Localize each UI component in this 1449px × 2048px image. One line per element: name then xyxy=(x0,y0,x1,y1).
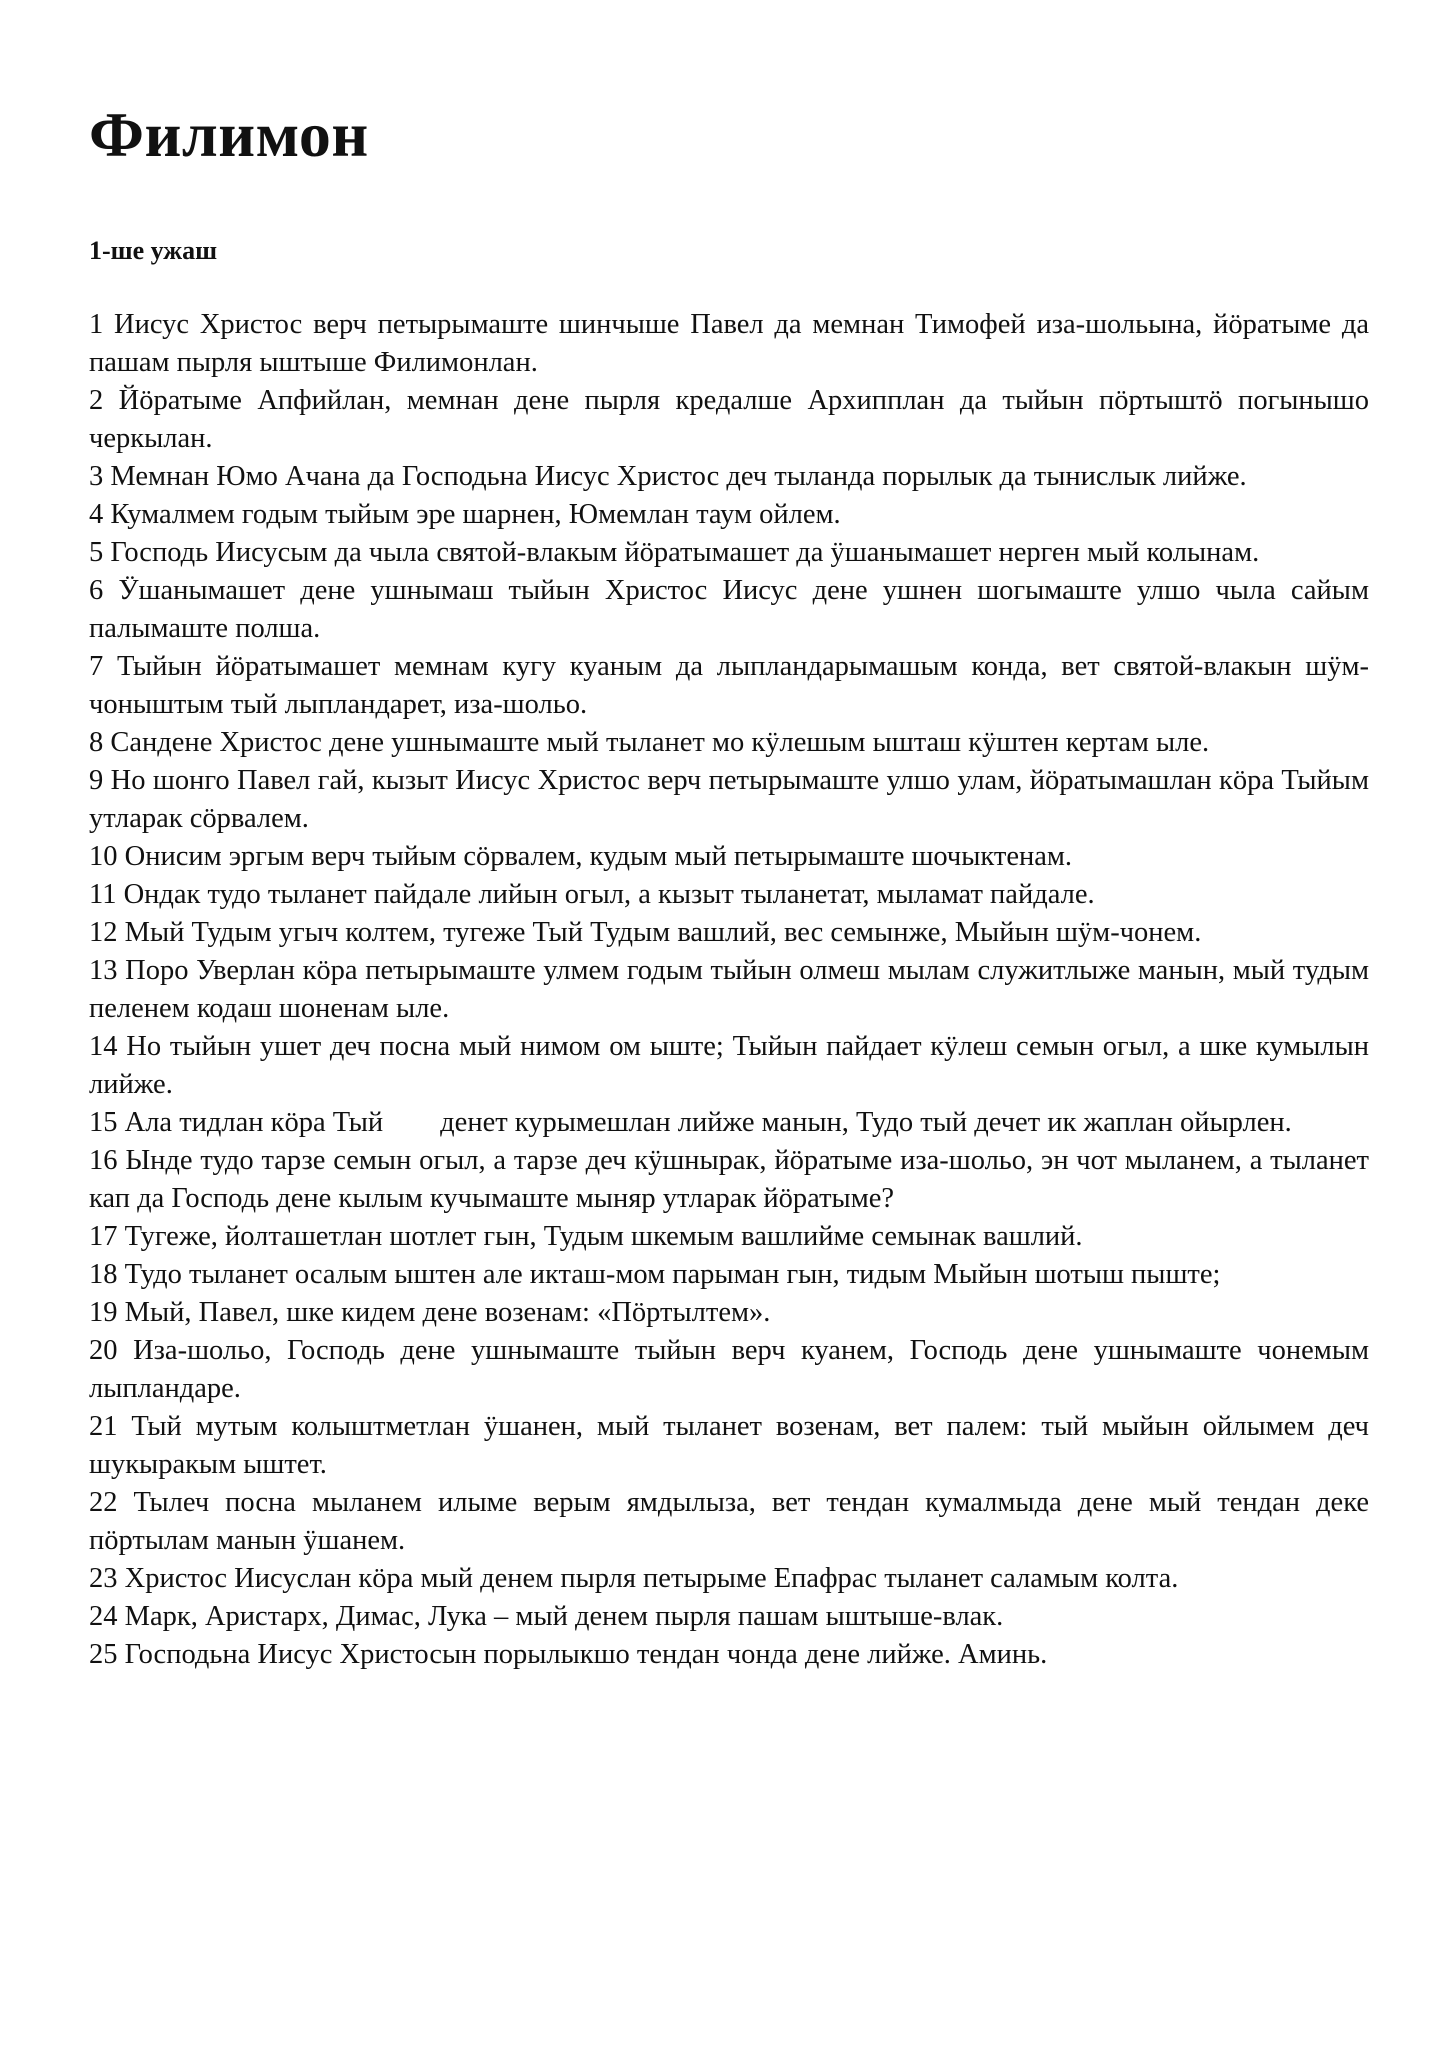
verse: 8 Сандене Христос дене ушнымаште мый тыланет мо кӱлешым ышташ кӱштен кертам ыле. xyxy=(89,727,1210,758)
verse: 16 Ынде тудо тарзе семын огыл, а тарзе деч кӱшнырак, йӧратыме иза-шольо, эн чот мыланем, а тыланет кап да Господь дене кылым кучымаште мыняр утларак йӧратыме? xyxy=(89,1145,1369,1214)
verse: 22 Тылеч посна мыланем илыме верым ямдылыза, вет тендан кумалмыда дене мый тендан деке пӧртылам манын ӱшанем. xyxy=(89,1487,1369,1556)
verse: 3 Мемнан Юмо Ачана да Господьна Иисус Христос деч тыланда порылык да тынислык лийже. xyxy=(89,461,1247,492)
book-title: Филимон xyxy=(89,99,369,170)
verse: 18 Тудо тыланет осалым ыштен але икташ-мом парыман гын, тидым Мыйын шотыш пыште; xyxy=(89,1259,1221,1290)
verse: 1 Иисус Христос верч петырымаште шинчыше Павел да мемнан Тимофей иза-шольына, йӧратыме да пашам пырля ыштыше Филимонлан. xyxy=(89,309,1369,378)
verse: 11 Ондак тудо тыланет пайдале лийын огыл, а кызыт тыланетат, мыламат пайдале. xyxy=(89,879,1095,910)
verse: 20 Иза-шольо, Господь дене ушнымаште тыйын верч куанем, Господь дене ушнымаште чонемым лыпландаре. xyxy=(89,1335,1369,1404)
verse: 15 Ала тидлан кӧра Тый денет курымешлан лийже манын, Тудо тый дечет ик жаплан ойырлен. xyxy=(89,1107,1292,1138)
verse: 24 Марк, Аристарх, Димас, Лука – мый денем пырля пашам ыштыше-влак. xyxy=(89,1601,1004,1632)
verse: 6 Ӱшанымашет дене ушнымаш тыйын Христос Иисус дене ушнен шогымаште улшо чыла сайым палымаште полша. xyxy=(89,575,1369,644)
verse: 5 Господь Иисусым да чыла святой-влакым йӧратымашет да ӱшанымашет нерген мый колынам. xyxy=(89,537,1260,568)
document-page xyxy=(89,100,1369,1674)
verse: 4 Кумалмем годым тыйым эре шарнен, Юмемлан таум ойлем. xyxy=(89,499,841,530)
verse: 14 Но тыйын ушет деч посна мый нимом ом ыште; Тыйын пайдает кӱлеш семын огыл, а шке кумылын лийже. xyxy=(89,1031,1369,1100)
verse-list xyxy=(89,306,1369,1674)
verse: 23 Христос Иисуслан кӧра мый денем пырля петырыме Епафрас тыланет саламым колта. xyxy=(89,1563,1179,1594)
verse: 12 Мый Тудым угыч колтем, тугеже Тый Тудым вашлий, вес семынже, Мыйын шӱм-чонем. xyxy=(89,917,1202,948)
verse: 13 Поро Уверлан кӧра петырымаште улмем годым тыйын олмеш мылам служитлыже манын, мый тудым пеленем кодаш шоненам ыле. xyxy=(89,955,1369,1024)
verse: 10 Онисим эргым верч тыйым сӧрвалем, кудым мый петырымаште шочыктенам. xyxy=(89,841,1073,872)
verse: 19 Мый, Павел, шке кидем дене возенам: «Пӧртылтем». xyxy=(89,1297,771,1328)
verse: 25 Господьна Иисус Христосын порылыкшо тендан чонда дене лийже. Аминь. xyxy=(89,1639,1048,1670)
verse: 7 Тыйын йӧратымашет мемнам кугу куаным да лыпландарымашым конда, вет святой-влакын шӱм-чоныштым тый лыпландарет, иза-шольо. xyxy=(89,651,1369,720)
verse: 9 Но шонго Павел гай, кызыт Иисус Христос верч петырымаште улшо улам, йӧратымашлан кӧра Тыйым утларак сӧрвалем. xyxy=(89,765,1369,834)
verse: 21 Тый мутым колыштметлан ӱшанен, мый тыланет возенам, вет палем: тый мыйын ойлымем деч шукыракым ыштет. xyxy=(89,1411,1369,1480)
verse: 17 Тугеже, йолташетлан шотлет гын, Тудым шкемым вашлийме семынак вашлий. xyxy=(89,1221,1083,1252)
chapter-heading: 1-ше ужаш xyxy=(89,236,218,265)
verse: 2 Йӧратыме Апфийлан, мемнан дене пырля кредалше Архипплан да тыйын пӧртыштӧ погынышо черкылан. xyxy=(89,385,1369,454)
